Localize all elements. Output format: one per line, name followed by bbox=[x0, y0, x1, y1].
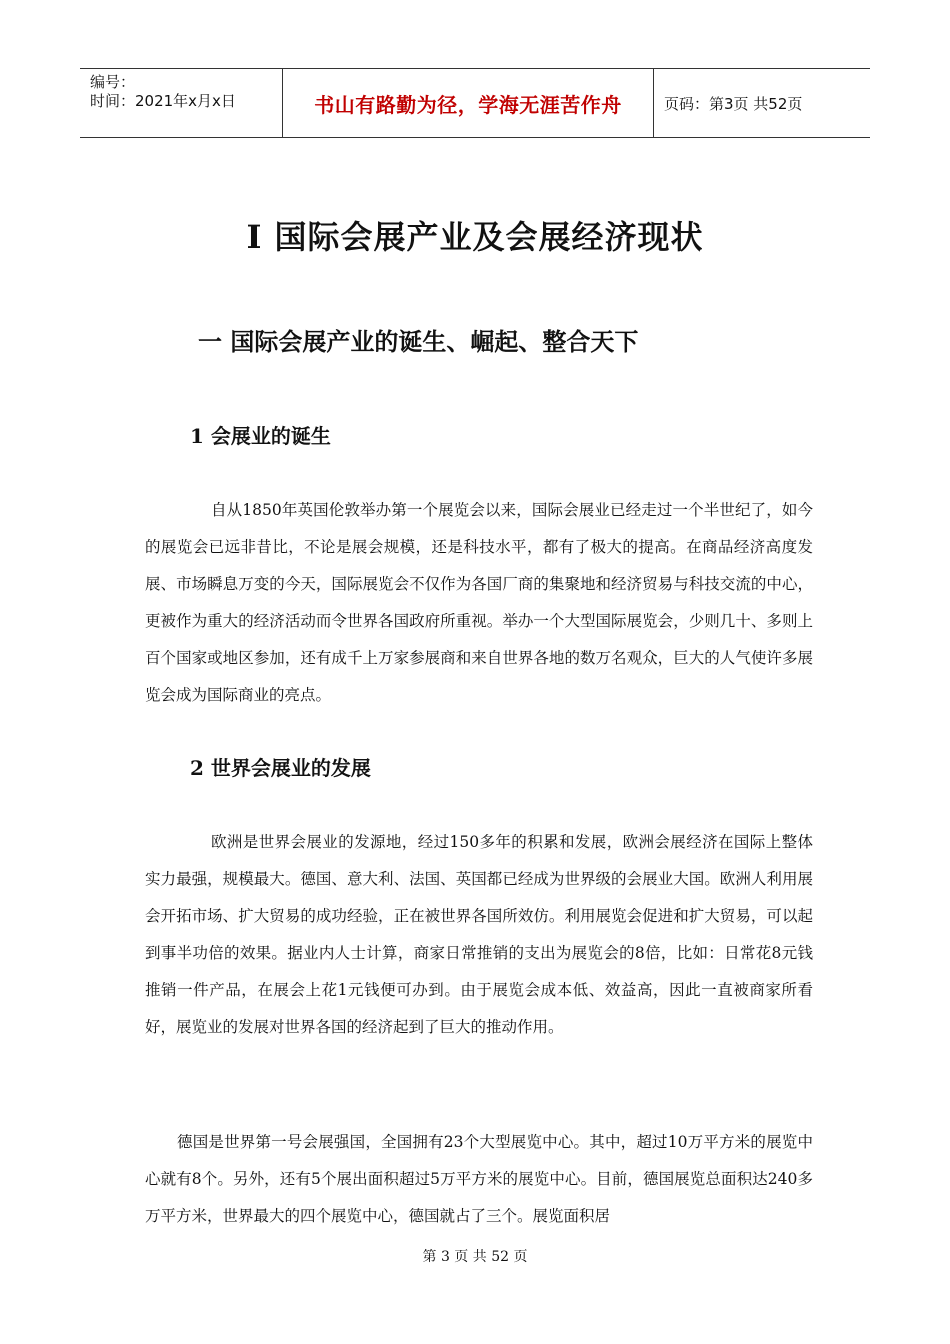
body-paragraph: 自从1850年英国伦敦举办第一个展览会以来，国际会展业已经走过一个半世纪了，如今的展览会已远非昔比，不论是展会规模，还是科技水平，都有了极大的提高。在商品经济高度发展、市场瞬息万变的今天，国际展览会不仅作为各国厂商的集聚地和经济贸易与科技交流的中心，更被作为重大的经济活动而令世界各国政府所重视。举办一个大型国际展览会，少则几十、多则上百个国家或地区参加，还有成千上万家参展商和来自世界各地的数万名观众，巨大的人气使许多展览会成为国际商业的亮点。 bbox=[145, 501, 813, 704]
subsection-heading: 1 会展业的诞生 bbox=[190, 424, 331, 448]
header-meta bbox=[80, 69, 282, 137]
document-title: I 国际会展产业及会展经济现状 bbox=[246, 218, 704, 256]
body-paragraph: 德国是世界第一号会展强国，全国拥有23个大型展览中心。其中，超过10万平方米的展览中心就有8个。另外，还有5个展出面积超过5万平方米的展览中心。目前，德国展览总面积达240多万平方米，世界最大的四个展览中心，德国就占了三个。展览面积居 bbox=[145, 1133, 813, 1225]
page-header bbox=[80, 68, 870, 138]
number-label: 编号： bbox=[90, 73, 136, 91]
section-heading: 一 国际会展产业的诞生、崛起、整合天下 bbox=[198, 327, 639, 356]
subsection-heading: 2 世界会展业的发展 bbox=[190, 756, 371, 780]
page-footer: 第 3 页 共 52 页 bbox=[422, 1249, 528, 1265]
body-paragraph: 欧洲是世界会展业的发源地，经过150多年的积累和发展，欧洲会展经济在国际上整体实力最强，规模最大。德国、意大利、法国、英国都已经成为世界级的会展业大国。欧洲人利用展会开拓市场、扩大贸易的成功经验，正在被世界各国所效仿。利用展览会促进和扩大贸易，可以起到事半功倍的效果。据业内人士计算，商家日常推销的支出为展览会的8倍，比如：日常花8元钱推销一件产品，在展会上花1元钱便可办到。由于展览会成本低、效益高，因此一直被商家所看好，展览业的发展对世界各国的经济起到了巨大的推动作用。 bbox=[145, 833, 813, 1036]
time-label: 时间：2021年x月x日 bbox=[90, 92, 236, 110]
header-page-info: 页码：第3页 共52页 bbox=[664, 94, 803, 113]
header-motto: 书山有路勤为径，学海无涯苦作舟 bbox=[282, 69, 654, 137]
